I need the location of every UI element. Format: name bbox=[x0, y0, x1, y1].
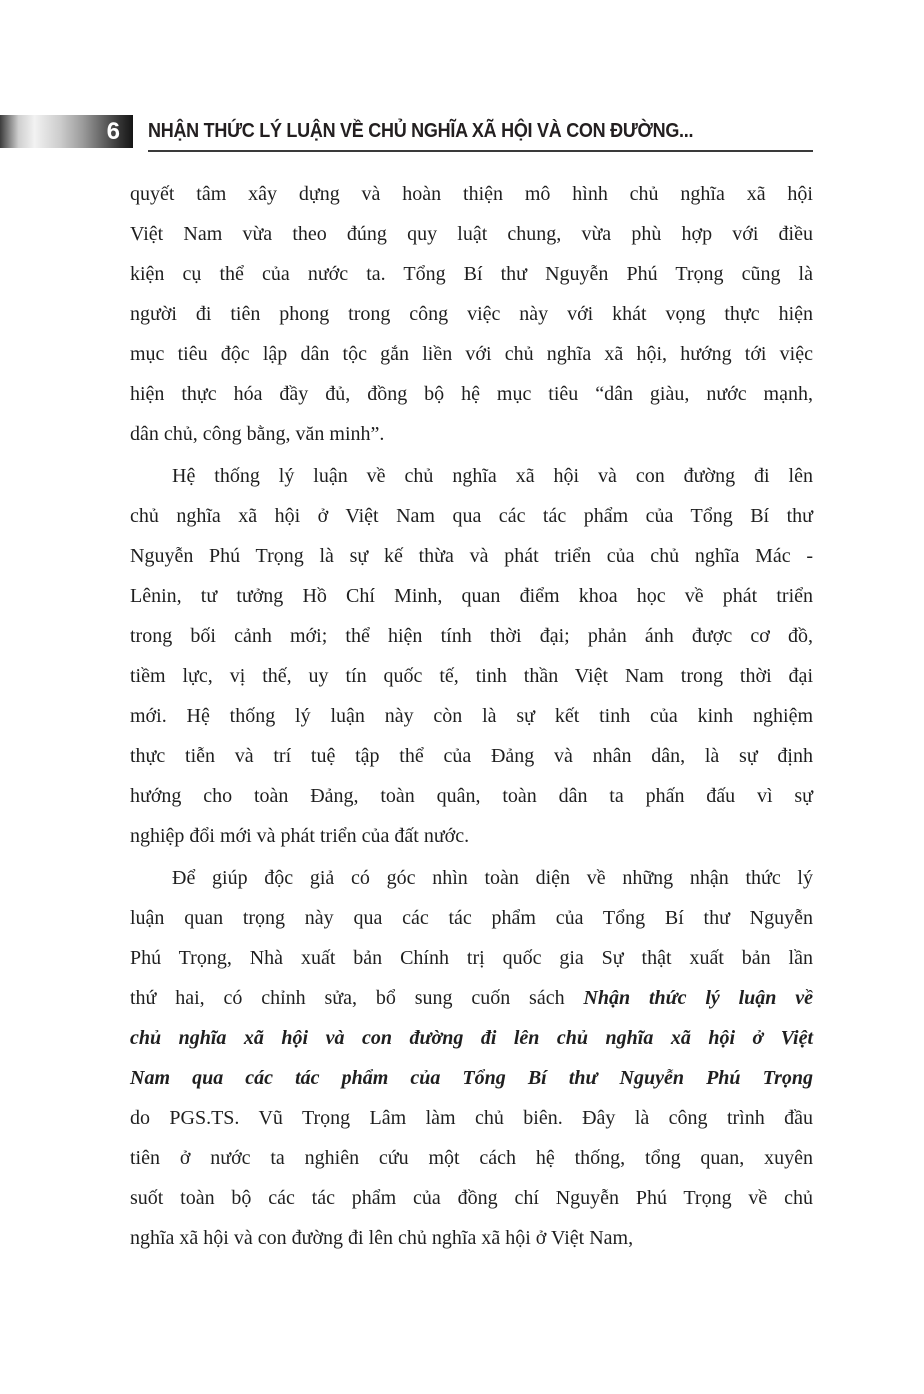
text-segment: luận quan trọng này qua các tác phẩm của Tổng Bí thư Nguyễn bbox=[130, 907, 813, 929]
text-segment: dân chủ, công bằng, văn minh”. bbox=[130, 423, 385, 445]
text-line bbox=[130, 776, 813, 816]
text-line bbox=[130, 414, 813, 454]
text-line bbox=[130, 858, 813, 898]
text-line bbox=[130, 174, 813, 214]
text-segment: nghĩa xã hội và con đường đi lên chủ nghĩa xã hội ở Việt Nam, bbox=[130, 1227, 634, 1249]
text-line bbox=[130, 576, 813, 616]
text-line bbox=[130, 736, 813, 776]
text-segment: suốt toàn bộ các tác phẩm của đồng chí Nguyễn Phú Trọng về chủ bbox=[130, 1187, 813, 1209]
text-segment: thứ hai, có chỉnh sửa, bổ sung cuốn sách bbox=[130, 987, 584, 1009]
text-line bbox=[130, 696, 813, 736]
text-line bbox=[130, 1138, 813, 1178]
text-line bbox=[130, 254, 813, 294]
running-head-text: NHẬN THỨC LÝ LUẬN VỀ CHỦ NGHĨA XÃ HỘI VÀ CON ĐƯỜNG... bbox=[148, 120, 694, 142]
text-line bbox=[130, 1178, 813, 1218]
text-segment: Lênin, tư tưởng Hồ Chí Minh, quan điểm khoa học về phát triển bbox=[130, 585, 813, 607]
text-line bbox=[130, 938, 813, 978]
text-line bbox=[130, 1218, 813, 1258]
paragraph bbox=[130, 174, 813, 454]
text-segment: do PGS.TS. Vũ Trọng Lâm làm chủ biên. Đây là công trình đầu bbox=[130, 1107, 813, 1129]
text-line bbox=[130, 294, 813, 334]
text-segment: Để giúp độc giả có góc nhìn toàn diện về những nhận thức lý bbox=[172, 867, 813, 889]
paragraph bbox=[130, 456, 813, 856]
text-line bbox=[130, 456, 813, 496]
page-body bbox=[130, 174, 813, 1258]
text-line bbox=[130, 816, 813, 856]
text-segment: kiện cụ thể của nước ta. Tổng Bí thư Nguyễn Phú Trọng cũng là bbox=[130, 263, 813, 285]
text-line bbox=[130, 214, 813, 254]
header-gradient-bar bbox=[0, 115, 133, 148]
running-head bbox=[148, 115, 813, 148]
text-segment: quyết tâm xây dựng và hoàn thiện mô hình chủ nghĩa xã hội bbox=[130, 183, 813, 205]
header-rule bbox=[148, 150, 813, 152]
text-line bbox=[130, 1018, 813, 1058]
text-segment: Hệ thống lý luận về chủ nghĩa xã hội và con đường đi lên bbox=[172, 465, 813, 487]
text-line bbox=[130, 1098, 813, 1138]
text-line bbox=[130, 536, 813, 576]
book-title-segment: Nhận thức lý luận về bbox=[583, 987, 814, 1009]
text-line bbox=[130, 616, 813, 656]
text-segment: mục tiêu độc lập dân tộc gắn liền với chủ nghĩa xã hội, hướng tới việc bbox=[130, 343, 813, 365]
text-segment: hiện thực hóa đầy đủ, đồng bộ hệ mục tiêu “dân giàu, nước mạnh, bbox=[130, 383, 813, 405]
text-segment: tiên ở nước ta nghiên cứu một cách hệ thống, tổng quan, xuyên bbox=[130, 1147, 813, 1169]
text-segment: thực tiễn và trí tuệ tập thể của Đảng và nhân dân, là sự định bbox=[130, 745, 813, 767]
text-segment: người đi tiên phong trong công việc này với khát vọng thực hiện bbox=[130, 303, 813, 325]
text-line bbox=[130, 1058, 813, 1098]
text-segment: mới. Hệ thống lý luận này còn là sự kết tinh của kinh nghiệm bbox=[130, 705, 813, 727]
text-line bbox=[130, 374, 813, 414]
text-segment: Việt Nam vừa theo đúng quy luật chung, vừa phù hợp với điều bbox=[130, 223, 813, 245]
text-segment: hướng cho toàn Đảng, toàn quân, toàn dân ta phấn đấu vì sự bbox=[130, 785, 813, 807]
text-line bbox=[130, 496, 813, 536]
text-segment: Nguyễn Phú Trọng là sự kế thừa và phát triển của chủ nghĩa Mác - bbox=[130, 545, 813, 567]
text-segment: Phú Trọng, Nhà xuất bản Chính trị quốc gia Sự thật xuất bản lần bbox=[130, 947, 813, 969]
text-segment: nghiệp đổi mới và phát triển của đất nước. bbox=[130, 825, 470, 847]
text-line bbox=[130, 656, 813, 696]
text-segment: chủ nghĩa xã hội ở Việt Nam qua các tác phẩm của Tổng Bí thư bbox=[130, 505, 813, 527]
text-segment: trong bối cảnh mới; thể hiện tính thời đại; phản ánh được cơ đồ, bbox=[130, 625, 813, 647]
book-title-segment: chủ nghĩa xã hội và con đường đi lên chủ nghĩa xã hội ở Việt bbox=[130, 1027, 813, 1049]
text-segment: tiềm lực, vị thế, uy tín quốc tế, tinh thần Việt Nam trong thời đại bbox=[130, 665, 813, 687]
page-number: 6 bbox=[106, 117, 120, 145]
text-line bbox=[130, 978, 813, 1018]
book-title-segment: Nam qua các tác phẩm của Tổng Bí thư Nguyễn Phú Trọng bbox=[130, 1067, 813, 1089]
text-line bbox=[130, 898, 813, 938]
text-line bbox=[130, 334, 813, 374]
paragraph bbox=[130, 858, 813, 1258]
